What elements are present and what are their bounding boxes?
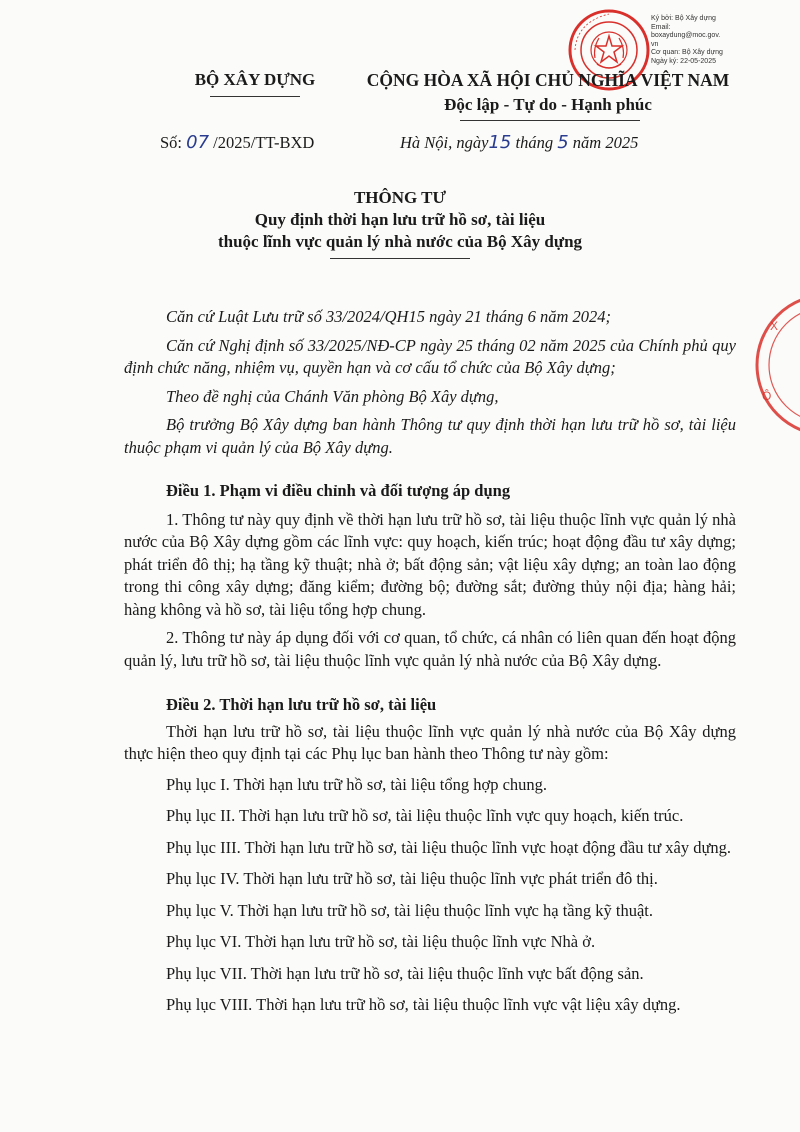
- appendix-item: Phụ lục VIII. Thời hạn lưu trữ hồ sơ, tài liệu thuộc lĩnh vực vật liệu xây dựng.: [166, 995, 681, 1014]
- preamble-proposal: Theo đề nghị của Chánh Văn phòng Bộ Xây dựng,: [166, 386, 499, 406]
- appendix-item: Phụ lục V. Thời hạn lưu trữ hồ sơ, tài liệu thuộc lĩnh vực hạ tầng kỹ thuật.: [166, 900, 653, 920]
- month-handwritten: 5: [557, 132, 569, 153]
- preamble-law: Căn cứ Luật Lưu trữ số 33/2024/QH15 ngày 21 tháng 6 năm 2024;: [166, 307, 612, 326]
- document-type: THÔNG TƯ: [353, 188, 447, 207]
- place-prefix: Hà Nội, ngày: [400, 133, 489, 152]
- national-motto: Độc lập - Tự do - Hạnh phúc: [444, 95, 652, 114]
- preamble-minister: Bộ trưởng Bộ Xây dựng ban hành Thông tư quy định thời hạn lưu trữ hồ sơ, tài liệu thuộc phạm vi quản lý của Bộ Xây dựng.: [124, 415, 736, 457]
- article-2-heading: Điều 2. Thời hạn lưu trữ hồ sơ, tài liệu: [166, 695, 437, 714]
- article-1: [124, 480, 736, 672]
- digital-signature-info: [651, 15, 791, 66]
- signature-email-label: Email:: [651, 23, 671, 31]
- article-2: [124, 694, 736, 1017]
- doc-number-suffix: /2025/TT-BXD: [213, 133, 315, 152]
- appendix-item: Phụ lục VI. Thời hạn lưu trữ hồ sơ, tài liệu thuộc lĩnh vực Nhà ở.: [166, 932, 596, 951]
- subject-line-2: thuộc lĩnh vực quản lý nhà nước của Bộ Xây dựng: [217, 232, 583, 251]
- appendix-item: Phụ lục IV. Thời hạn lưu trữ hồ sơ, tài liệu thuộc lĩnh vực phát triển đô thị.: [166, 869, 658, 888]
- signature-email-domain: vn: [651, 40, 659, 48]
- article-1-clause-1: 1. Thông tư này quy định về thời hạn lưu trữ hồ sơ, tài liệu thuộc lĩnh vực quản lý nhà nước của Bộ Xây dựng gồm các lĩnh vực: quy hoạch, kiến trúc; hoạt động đầu tư xây dựng; phát triển đô thị; hạ tầng kỹ thuật; nhà ở; bất động sản; vật liệu xây dựng; an toàn lao động trong thi công xây dựng; đăng kiểm; đường bộ; đường sắt; đường thủy nội địa; hàng hải; hàng không và hồ sơ, tài liệu tổng hợp chung.: [124, 509, 736, 619]
- place-and-date: [400, 132, 638, 153]
- article-1-clause-2: 2. Thông tư này áp dụng đối với cơ quan, tổ chức, cá nhân có liên quan đến hoạt động quản lý, lưu trữ hồ sơ, tài liệu thuộc lĩnh vực quản lý nhà nước của Bộ Xây dựng.: [124, 628, 736, 670]
- preamble: [124, 306, 736, 459]
- national-title: CỘNG HÒA XÃ HỘI CHỦ NGHĨA VIỆT NAM: [366, 70, 730, 90]
- svg-text:X: X: [770, 319, 779, 333]
- subject-underline: [330, 258, 470, 259]
- partial-seal-icon: [752, 290, 800, 440]
- doc-number-prefix: Số:: [160, 133, 183, 152]
- document-number: [160, 132, 314, 153]
- signature-signer: Ký bởi: Bộ Xây dựng: [651, 15, 716, 22]
- appendix-item: Phụ lục II. Thời hạn lưu trữ hồ sơ, tài liệu thuộc lĩnh vực quy hoạch, kiến trúc.: [166, 806, 684, 825]
- day-handwritten: 15: [488, 132, 512, 153]
- year-text: năm 2025: [572, 133, 639, 152]
- subject-line-1: Quy định thời hạn lưu trữ hồ sơ, tài liệu: [254, 210, 546, 229]
- article-2-intro: Thời hạn lưu trữ hồ sơ, tài liệu thuộc lĩnh vực quản lý nhà nước của Bộ Xây dựng thực hiện theo quy định tại các Phụ lục ban hành theo Thông tư này gồm:: [124, 721, 736, 763]
- signature-agency: Cơ quan: Bộ Xây dựng: [651, 49, 723, 56]
- signature-email: boxaydung@moc.gov.: [651, 32, 721, 39]
- issuing-agency: BỘ XÂY DỰNG: [194, 70, 316, 89]
- agency-underline: [210, 96, 300, 97]
- motto-underline: [460, 120, 640, 121]
- appendix-item: Phụ lục I. Thời hạn lưu trữ hồ sơ, tài liệu tổng hợp chung.: [166, 774, 548, 794]
- doc-number-handwritten: 07: [186, 132, 210, 153]
- article-1-heading: Điều 1. Phạm vi điều chỉnh và đối tượng áp dụng: [166, 481, 511, 500]
- signature-date: Ngày ký: 22-05-2025: [651, 57, 716, 65]
- preamble-decree: Căn cứ Nghị định số 33/2025/NĐ-CP ngày 25 tháng 02 năm 2025 của Chính phủ quy định chức năng, nhiệm vụ, quyền hạn và cơ cấu tổ chức của Bộ Xây dựng;: [124, 335, 736, 377]
- month-text: tháng: [515, 133, 554, 152]
- appendix-item: Phụ lục III. Thời hạn lưu trữ hồ sơ, tài liệu thuộc lĩnh vực hoạt động đầu tư xây dựng.: [166, 837, 732, 857]
- appendix-item: Phụ lục VII. Thời hạn lưu trữ hồ sơ, tài liệu thuộc lĩnh vực bất động sản.: [166, 963, 644, 983]
- svg-text:Ô: Ô: [762, 389, 772, 403]
